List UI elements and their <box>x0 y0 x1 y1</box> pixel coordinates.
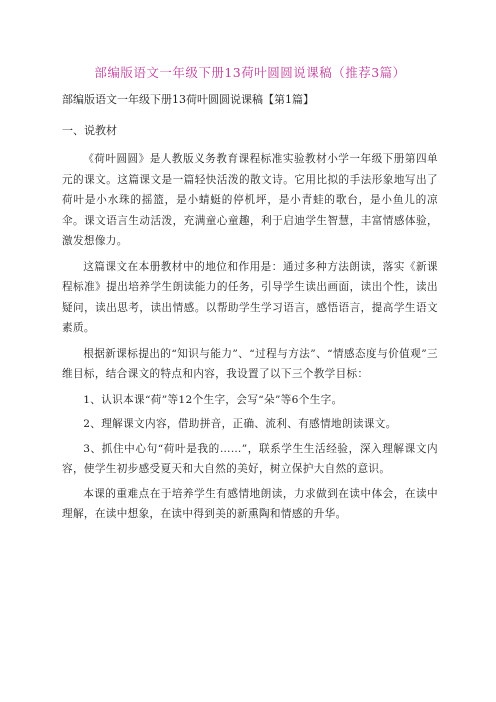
document-subtitle: 部编版语文一年级下册13荷叶圆圆说课稿【第1篇】 <box>62 93 314 106</box>
paragraph-intro: 《荷叶圆圆》是人教版义务教育课程标准实验教材小学一年级下册第四单元的课文。这篇课文是一篇轻快活泼的散文诗。它用比拟的手法形象地写出了荷叶是小水珠的摇篮，是小蜻蜓的停机坪，是小青蛙的歌台，是小鱼儿的凉伞。课文语言生动活泼，充满童心童趣，利于启迪学生智慧，丰富情感体验，激发想像力。 <box>62 153 438 247</box>
paragraph-key-points: 本课的重难点在于培养学生有感情地朗读，力求做到在读中体会，在读中理解，在读中想象，在读中得到美的新熏陶和情感的升华。 <box>62 487 438 520</box>
paragraph-role: 这篇课文在本册教材中的地位和作用是：通过多种方法朗读，落实《新课程标准》提出培养学生朗读能力的任务，引导学生读出画面，读出个性，读出疑问，读出思考，读出情感。以帮助学生学习语言，感悟语言，提高学生语文素质。 <box>62 260 438 334</box>
objective-item-2: 2、理解课文内容，借助拼音，正确、流利、有感情地朗读课文。 <box>83 418 397 430</box>
section-heading: 一、说教材 <box>62 124 117 137</box>
objective-item-1: 1、认识本课“荷”等12个生字，会写“朵”等6个生字。 <box>83 393 343 406</box>
objective-item-3: 3、抓住中心句“荷叶是我的……”，联系学生生活经验，深入理解课文内容，使学生初步感受夏天和大自然的美好，树立保护大自然的意识。 <box>62 442 438 475</box>
document-title: 部编版语文一年级下册13荷叶圆圆说课稿（推荐3篇） <box>94 65 406 80</box>
paragraph-objectives-intro: 根据新课标提出的“知识与能力”、“过程与方法”、“情感态度与价值观”三维目标，结合课文的特点和内容，我设置了以下三个教学目标： <box>62 347 438 380</box>
